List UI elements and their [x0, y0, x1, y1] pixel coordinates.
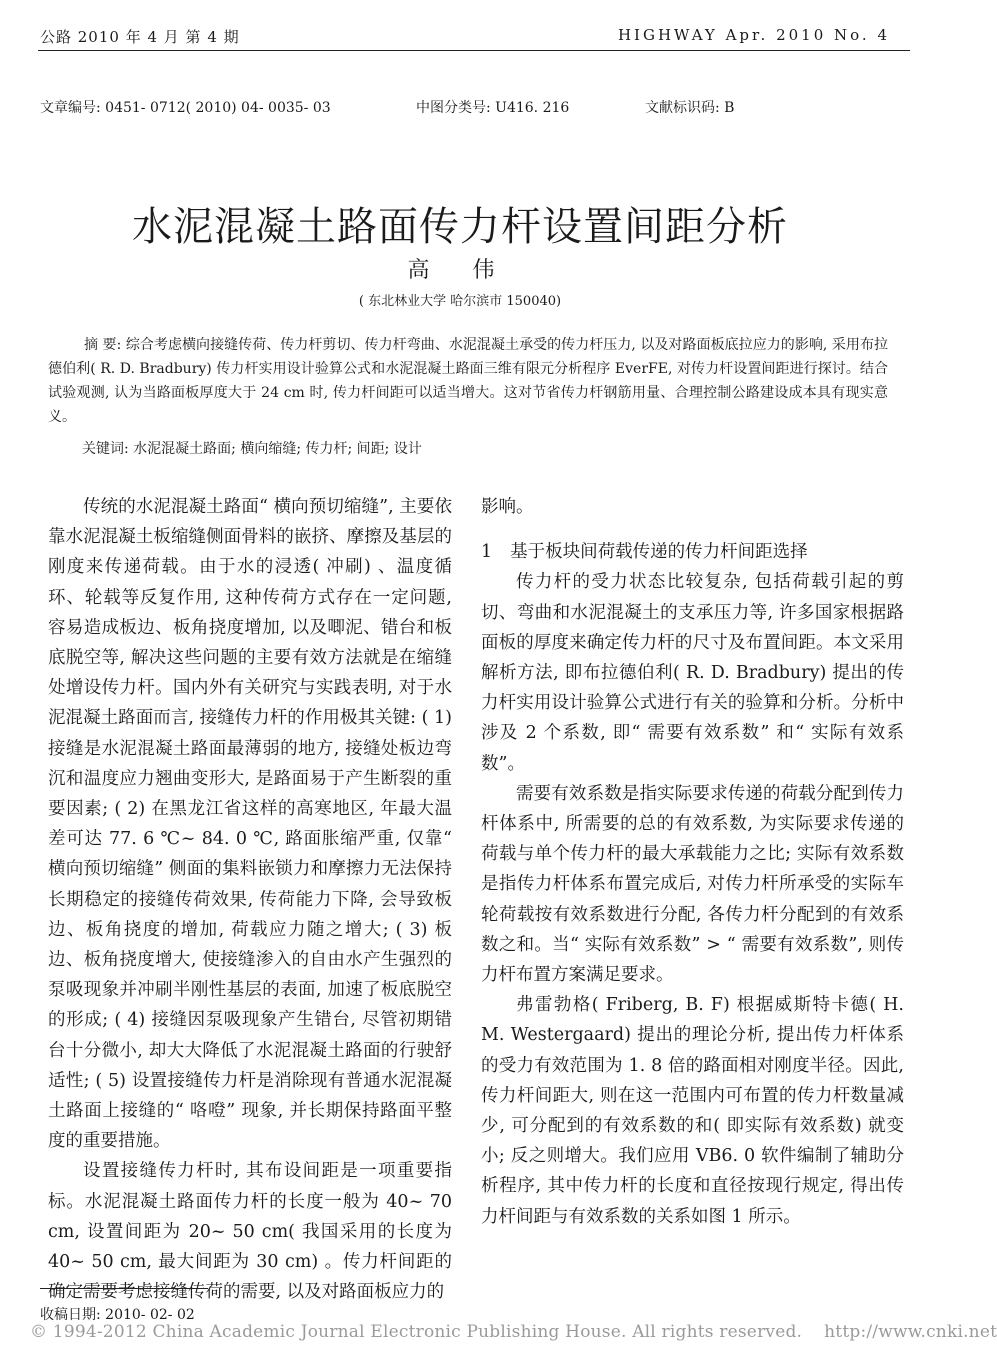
- keywords-text: 水泥混凝土路面; 横向缩缝; 传力杆; 间距; 设计: [133, 441, 422, 457]
- body-paragraph: 弗雷勃格( Friberg, B. F) 根据威斯特卡德( H. M. Westergaard) 提出的理论分析, 提出传力杆体系的受力有效范围为 1. 8 倍的路面相对刚度半径。因此, 传力杆间距大, 则在这一范围内可布置的传力杆数量减少, 可分配到的有效系数的和( 即实际有效系数) 就变小; 反之则增大。我们应用 VB6. 0 软件编制了辅助分析程序, 其中传力杆的长度和直径按现行规定, 得出传力杆间距与有效系数的关系如图 1 所示。: [481, 995, 904, 1227]
- section-number: 1: [481, 542, 493, 563]
- abstract: [48, 333, 888, 429]
- document-code: 文献标识码: B: [645, 100, 735, 116]
- clc-number: 中图分类号: U416. 216: [416, 100, 570, 116]
- body-paragraph: 设置接缝传力杆时, 其布设间距是一项重要指标。水泥混凝土路面传力杆的长度一般为 40~ 70 cm, 设置间距为 20~ 50 cm( 我国采用的长度为 40~ 50 cm, 最大间距为 30 cm) 。传力杆间距的确定需要考虑接缝传荷的需要, 以及对路面板应力的: [48, 1161, 452, 1303]
- header-rule: [38, 50, 910, 51]
- keywords-label: 关键词:: [82, 441, 129, 457]
- article-number: 文章编号: 0451- 0712( 2010) 04- 0035- 03: [40, 100, 331, 116]
- copyright-text: © 1994-2012 China Academic Journal Electronic Publishing House. All rights reserved.: [30, 1322, 803, 1342]
- paper-title: 水泥混凝土路面传力杆设置间距分析: [132, 203, 788, 250]
- body-column-left: [48, 492, 452, 1307]
- abstract-text: 综合考虑横向接缝传荷、传力杆剪切、传力杆弯曲、水泥混凝土承受的传力杆压力, 以及对路面板底拉应力的影响, 采用布拉德伯利( R. D. Bradbury) 传力杆实用设计验算公式和水泥混凝土路面三维有限元分析程序 EverFE, 对传力杆设置间距进行探讨。结合试验观测, 认为当路面板厚度大于 24 cm 时, 传力杆间距可以适当增大。这对节省传力杆钢筋用量、合理控制公路建设成本具有现实意义。: [48, 337, 888, 425]
- abstract-label: 摘 要:: [84, 337, 122, 353]
- section-title: 基于板块间荷载传递的传力杆间距选择: [510, 542, 808, 563]
- body-column-right: [481, 492, 904, 1232]
- running-header-left: 公路 2010 年 4 月 第 4 期: [40, 28, 240, 46]
- affiliation: ( 东北林业大学 哈尔滨市 150040): [358, 294, 562, 309]
- received-date: 收稿日期: 2010- 02- 02: [40, 1307, 195, 1323]
- copyright-notice: [30, 1322, 997, 1342]
- section-heading: [481, 537, 904, 567]
- body-paragraph-continuation: 影响。: [481, 497, 534, 517]
- author: 高 伟: [407, 258, 513, 283]
- keywords: [82, 438, 422, 458]
- body-paragraph: 需要有效系数是指实际要求传递的荷载分配到传力杆体系中, 所需要的总的有效系数, 为实际要求传递的荷载与单个传力杆的最大承载能力之比; 实际有效系数是指传力杆体系布置完成后, 对传力杆所承受的实际车轮荷载按有效系数进行分配, 各传力杆分配到的有效系数之和。当“ 实际有效系数” > “ 需要有效系数”, 则传力杆布置方案满足要求。: [481, 783, 904, 986]
- copyright-url: http://www.cnki.net: [824, 1322, 997, 1342]
- body-paragraph: 传统的水泥混凝土路面“ 横向预切缩缝”, 主要依靠水泥混凝土板缩缝侧面骨料的嵌挤、摩擦及基层的刚度来传递荷载。由于水的浸透( 冲刷) 、温度循环、轮载等反复作用, 这种传荷方式存在一定问题, 容易造成板边、板角挠度增加, 以及唧泥、错台和板底脱空等, 解决这些问题的主要有效方法就是在缩缝处增设传力杆。国内外有关研究与实践表明, 对于水泥混凝土路面而言, 接缝传力杆的作用极其关键: ( 1) 接缝是水泥混凝土路面最薄弱的地方, 接缝处板边弯沉和温度应力翘曲变形大, 是路面易于产生断裂的重要因素; ( 2) 在黑龙江省这样的高寒地区, 年最大温差可达 77. 6 ℃~ 84. 0 ℃, 路面胀缩严重, 仅靠“ 横向预切缩缝” 侧面的集料嵌锁力和摩擦力无法保持长期稳定的接缝传荷效果, 传荷能力下降, 会导致板边、板角挠度的增加, 荷载应力随之增大; ( 3) 板边、板角挠度增大, 使接缝渗入的自由水产生强烈的泵吸现象并冲刷半刚性基层的表面, 加速了板底脱空的形成; ( 4) 接缝因泵吸现象产生错台, 尽管初期错台十分微小, 却大大降低了水泥混凝土路面的行驶舒适性; ( 5) 设置接缝传力杆是消除现有普通水泥混凝土路面上接缝的“ 咯噔” 现象, 并长期保持路面平整度的重要措施。: [48, 497, 452, 1152]
- body-paragraph: 传力杆的受力状态比较复杂, 包括荷载引起的剪切、弯曲和水泥混凝土的支承压力等, 许多国家根据路面板的厚度来确定传力杆的尺寸及布置间距。本文采用解析方法, 即布拉德伯利( R. D. Bradbury) 提出的传力杆实用设计验算公式进行有关的验算和分析。分析中涉及 2 个系数, 即“ 需要有效系数” 和“ 实际有效系数”。: [481, 572, 904, 774]
- running-header-right: HIGHWAY Apr. 2010 No. 4: [617, 26, 890, 44]
- footnote-rule: [40, 1288, 208, 1289]
